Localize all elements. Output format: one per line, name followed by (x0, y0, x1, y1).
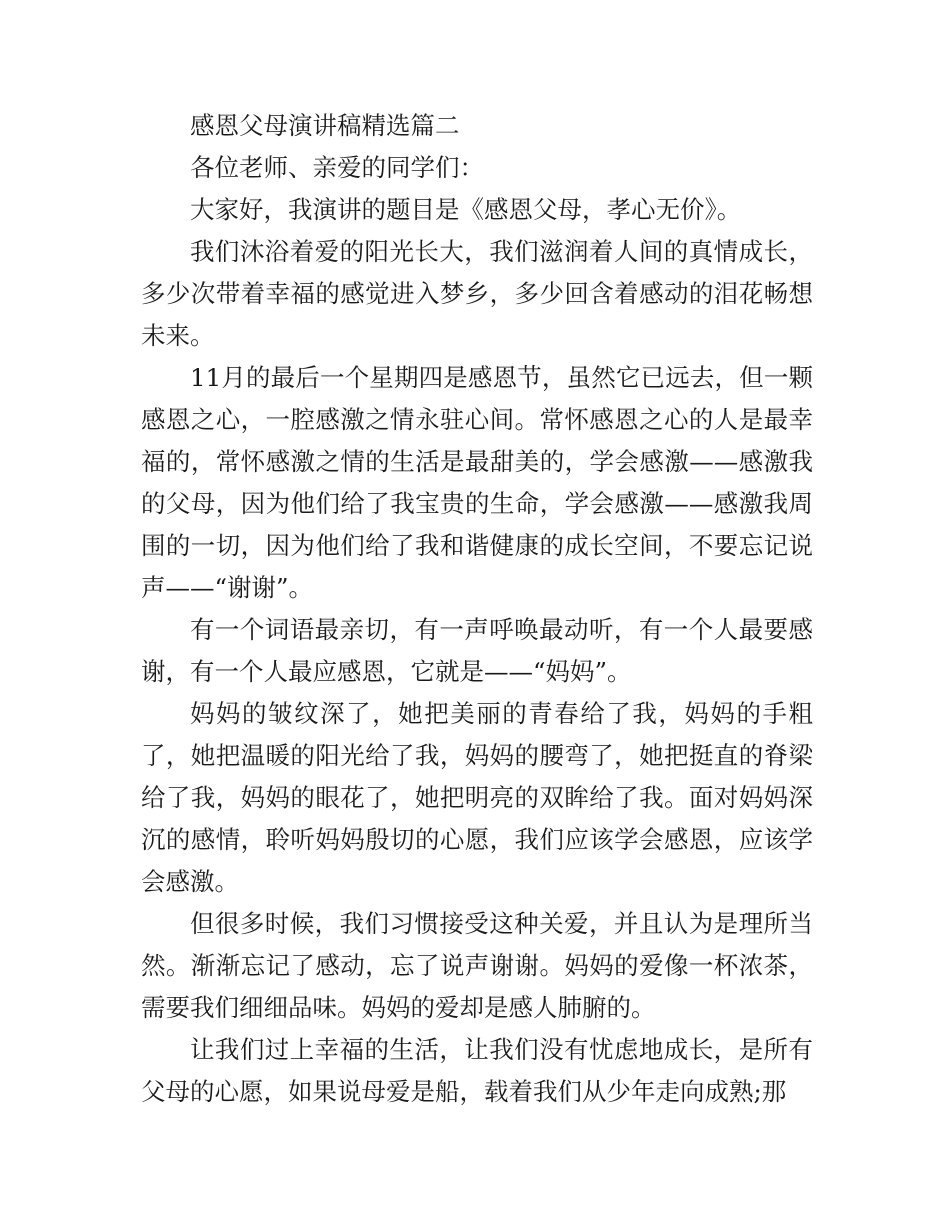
paragraph: 但很多时候，我们习惯接受这种关爱，并且认为是理所当然。渐渐忘记了感动，忘了说声谢谢。妈妈的爱像一杯浓茶，需要我们细细品味。妈妈的爱却是感人肺腑的。 (141, 909, 813, 1022)
paragraph: 我们沐浴着爱的阳光长大，我们滋润着人间的真情成长，多少次带着幸福的感觉进入梦乡，多少回含着感动的泪花畅想未来。 (141, 237, 813, 350)
document-body (141, 105, 813, 1113)
salutation: 各位老师、亲爱的同学们： (190, 153, 484, 182)
paragraph: 大家好，我演讲的题目是《感恩父母，孝心无价》。 (190, 195, 742, 224)
paragraph: 妈妈的皱纹深了，她把美丽的青春给了我，妈妈的手粗了，她把温暖的阳光给了我，妈妈的腰弯了，她把挺直的脊梁给了我，妈妈的眼花了，她把明亮的双眸给了我。面对妈妈深沉的感情，聆听妈妈殷切的心愿，我们应该学会感恩，应该学会感激。 (141, 699, 813, 896)
paragraph: 11月的最后一个星期四是感恩节，虽然它已远去，但一颗感恩之心，一腔感激之情永驻心间。常怀感恩之心的人是最幸福的，常怀感激之情的生活是最甜美的，学会感激——感激我的父母，因为他们给了我宝贵的生命，学会感激——感激我周围的一切，因为他们给了我和谐健康的成长空间，不要忘记说声——“谢谢”。 (141, 363, 813, 602)
paragraph: 让我们过上幸福的生活，让我们没有忧虑地成长，是所有父母的心愿，如果说母爱是船，载着我们从少年走向成熟;那 (141, 1035, 813, 1106)
document-title: 感恩父母演讲稿精选篇二 (190, 111, 460, 140)
paragraph: 有一个词语最亲切，有一声呼唤最动听，有一个人最要感谢，有一个人最应感恩，它就是——“妈妈”。 (141, 615, 813, 686)
